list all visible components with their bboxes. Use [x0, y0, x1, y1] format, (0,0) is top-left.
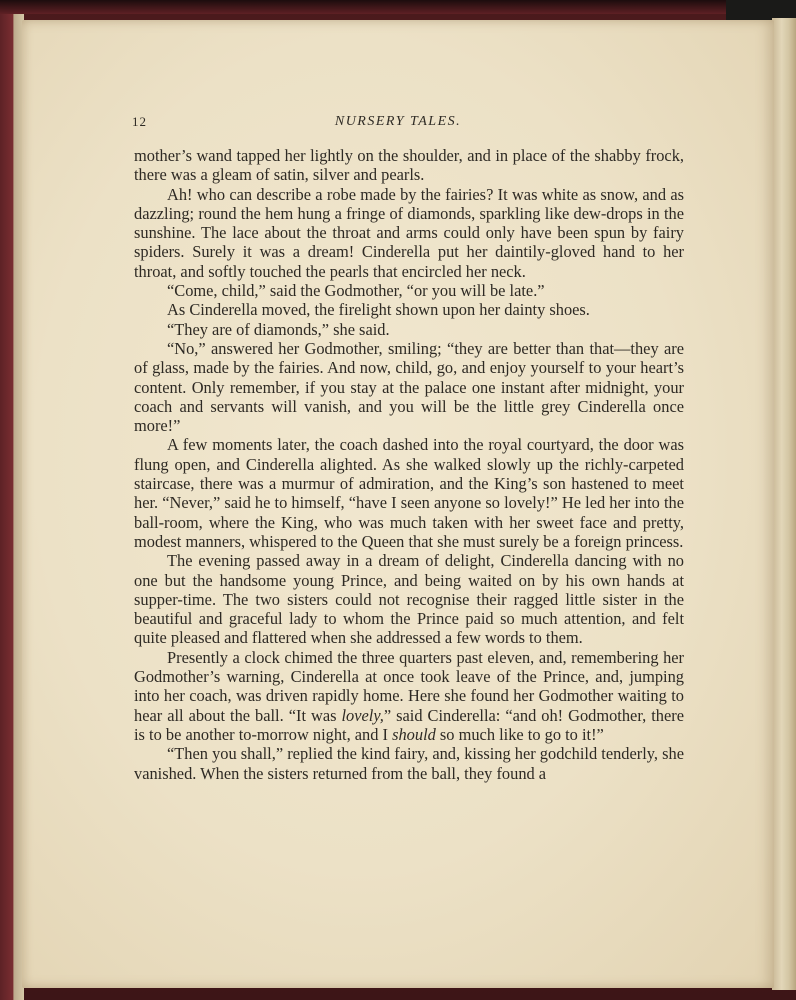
- paragraph-text: “Then you shall,” replied the kind fairy, and, kissing her godchild tenderly, she vanished. When the sisters returned from the ball, they found a: [134, 744, 684, 783]
- paragraph: [134, 146, 684, 185]
- italic-text: lovely,: [341, 705, 384, 725]
- paragraph-text: Ah! who can describe a robe made by the fairies? It was white as snow, and as dazzling; round the hem hung a fringe of diamonds, sparkling like dew-drops in the sunshine. The lace about the throat and arms could only have been spun by fairy spiders. Surely it was a dream! Cinderella put her daintily-gloved hand to her throat, and softly touched the pearls that encircled her neck.: [134, 184, 684, 281]
- paragraph-text: ” said Cinderella: “and oh! Godmother, there is to be another to-morrow night, and I: [134, 705, 684, 744]
- paragraph-text: so much like to go to it!”: [435, 724, 604, 744]
- paragraph: [134, 281, 684, 300]
- paragraph: [134, 320, 684, 339]
- paragraph: [134, 648, 684, 744]
- paragraph: [134, 551, 684, 647]
- paragraph-text: The evening passed away in a dream of delight, Cinderella dancing with no one but the handsome young Prince, and being waited on by his own hands at supper-time. The two sisters could not recognise their ragged little sister in the beautiful and graceful lady to whom the Prince paid so much attention, and felt quite pleased and flattered when she addressed a few words to them.: [134, 551, 684, 648]
- paragraph-text: mother’s wand tapped her lightly on the shoulder, and in place of the shabby frock, there was a gleam of satin, silver and pearls.: [134, 146, 684, 185]
- paragraph: [134, 185, 684, 281]
- paragraph-text: Presently a clock chimed the three quarters past eleven, and, remembering her Godmother’s warning, Cinderella at once took leave of the Prince, and, jumping into her coach, was driven rapidly home. Here she found her Godmother waiting to hear all about the ball. “It was: [134, 647, 684, 725]
- paragraph-text: “Come, child,” said the Godmother, “or you will be late.”: [167, 281, 545, 301]
- paragraph-text: “They are of diamonds,” she said.: [167, 319, 390, 339]
- italic-text: should: [392, 724, 436, 744]
- running-title: NURSERY TALES.: [334, 114, 462, 129]
- running-head: [112, 110, 684, 136]
- paragraph: [134, 435, 684, 551]
- paragraph-text: As Cinderella moved, the firelight shown upon her dainty shoes.: [167, 300, 590, 320]
- paragraph-text: A few moments later, the coach dashed into the royal courtyard, the door was flung open, and Cinderella alighted. As she walked slowly up the richly-carpeted staircase, there was a murmur of admiration, and the King’s son hastened to meet her. “Never,” said he to himself, “have I seen anyone so lovely!” He led her into the ball-room, where the King, who was much taken with her sweet face and pretty, modest manners, whispered to the Queen that she must surely be a foreign princess.: [134, 435, 684, 551]
- paragraph: [134, 339, 684, 435]
- body-text: [112, 146, 684, 783]
- page-number: 12: [132, 114, 147, 129]
- page-stack-edge: [772, 18, 796, 990]
- paragraph: [134, 300, 684, 319]
- book-left-edge: [0, 14, 24, 1000]
- page-text-block: [112, 110, 684, 783]
- paragraph-text: “No,” answered her Godmother, smiling; “they are better than that—they are of glass, made by the fairies. And now, child, go, and enjoy yourself to your heart’s content. Only remember, if you stay at the palace one instant after midnight, your coach and servants will vanish, and you will be the little grey Cinderella once more!”: [134, 338, 684, 436]
- paragraph: [134, 744, 684, 783]
- cover-top-edge: [0, 0, 796, 14]
